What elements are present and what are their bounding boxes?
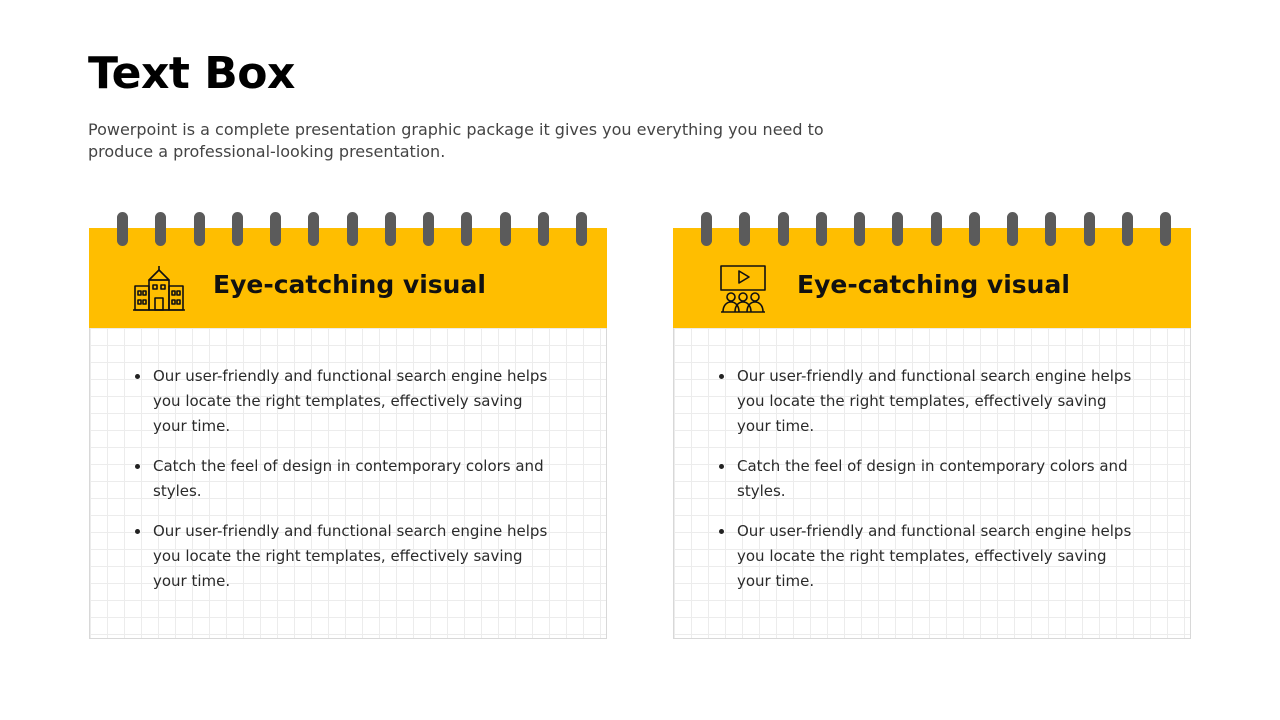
card-title: Eye-catching visual xyxy=(213,270,486,299)
binding-ring xyxy=(1160,212,1171,246)
binding-ring xyxy=(892,212,903,246)
list-item: Catch the feel of design in contemporary colors and styles. xyxy=(135,454,555,504)
page-title: Text Box xyxy=(88,48,295,99)
binding-ring xyxy=(500,212,511,246)
binding-ring xyxy=(117,212,128,246)
binding-ring xyxy=(347,212,358,246)
notepad-card-1 xyxy=(89,228,607,640)
binding-ring xyxy=(1045,212,1056,246)
spiral-binding xyxy=(701,212,1171,246)
building-icon xyxy=(131,264,187,314)
binding-ring xyxy=(1122,212,1133,246)
binding-ring xyxy=(576,212,587,246)
binding-ring xyxy=(538,212,549,246)
spiral-binding xyxy=(117,212,587,246)
binding-ring xyxy=(423,212,434,246)
binding-ring xyxy=(194,212,205,246)
binding-ring xyxy=(816,212,827,246)
binding-ring xyxy=(308,212,319,246)
binding-ring xyxy=(1084,212,1095,246)
binding-ring xyxy=(270,212,281,246)
notepad-card-2 xyxy=(673,228,1191,640)
card-title: Eye-catching visual xyxy=(797,270,1070,299)
binding-ring xyxy=(155,212,166,246)
bullet-list xyxy=(719,364,1139,609)
binding-ring xyxy=(461,212,472,246)
list-item: Our user-friendly and functional search engine helps you locate the right templates, effectively saving your time. xyxy=(135,364,555,439)
binding-ring xyxy=(739,212,750,246)
binding-ring xyxy=(778,212,789,246)
list-item: Our user-friendly and functional search engine helps you locate the right templates, effectively saving your time. xyxy=(719,364,1139,439)
binding-ring xyxy=(385,212,396,246)
list-item: Our user-friendly and functional search engine helps you locate the right templates, effectively saving your time. xyxy=(135,519,555,594)
list-item: Our user-friendly and functional search engine helps you locate the right templates, effectively saving your time. xyxy=(719,519,1139,594)
binding-ring xyxy=(1007,212,1018,246)
binding-ring xyxy=(232,212,243,246)
presentation-audience-icon xyxy=(715,264,771,314)
grid-paper xyxy=(673,328,1191,639)
binding-ring xyxy=(701,212,712,246)
binding-ring xyxy=(931,212,942,246)
binding-ring xyxy=(854,212,865,246)
list-item: Catch the feel of design in contemporary colors and styles. xyxy=(719,454,1139,504)
grid-paper xyxy=(89,328,607,639)
bullet-list xyxy=(135,364,555,609)
page-subtitle: Powerpoint is a complete presentation graphic package it gives you everything you need to produce a professional-looking presentation. xyxy=(88,120,824,161)
binding-ring xyxy=(969,212,980,246)
